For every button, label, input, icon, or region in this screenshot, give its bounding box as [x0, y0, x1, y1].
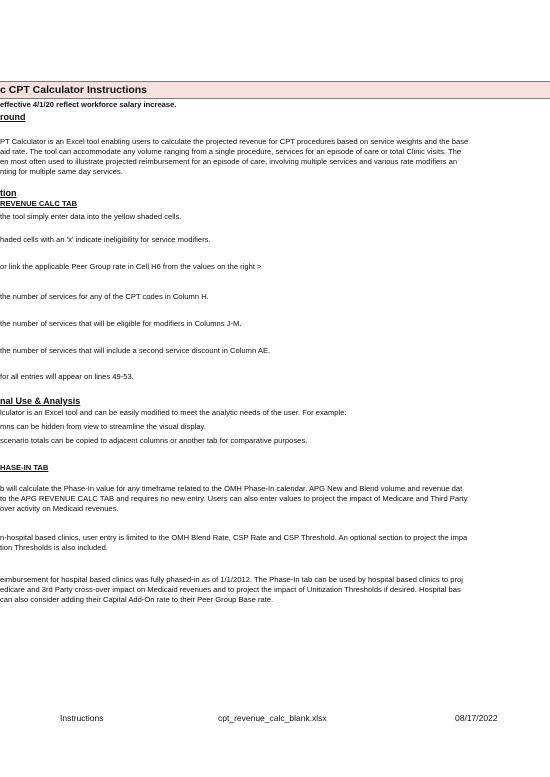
background-heading: round [0, 112, 26, 122]
background-line: nting for multiple same day services. [0, 167, 123, 176]
operation-line: the number of services that will include a second service discount in Column AE. [0, 346, 271, 355]
footer-file-name: cpt_revenue_calc_blank.xlsx [218, 713, 327, 723]
phase-in-line: over activity on Medicaid revenues. [0, 504, 119, 513]
subtitle: effective 4/1/20 reflect workforce salary increase. [0, 100, 177, 109]
background-line: aid rate. The tool can accommodate any volume ranging from a single procedure, services for an episode of care or total Clinic visits. The [0, 147, 462, 156]
optional-use-line: lculator is an Excel tool and can be easily modified to meet the analytic needs of the user. For example: [0, 408, 347, 417]
phase-in-line: edicare and 3rd Party cross-over impact on Medicaid revenues and to project the impact of Unitization Thresholds if desired. Hospital bas [0, 585, 461, 594]
document-title: c CPT Calculator Instructions [0, 84, 148, 96]
footer-date: 08/17/2022 [455, 713, 498, 723]
operation-heading: tion [0, 188, 17, 198]
operation-line: or link the applicable Peer Group rate in Cell H6 from the values on the right > [0, 262, 262, 271]
optional-use-line: scenario totals can be copied to adjacent columns or another tab for comparative purposes. [0, 436, 308, 445]
revenue-calc-tab-heading: REVENUE CALC TAB [0, 199, 78, 208]
phase-in-line: can also consider adding their Capital Add-On rate to their Peer Group Base rate. [0, 595, 274, 604]
background-line: PT Calculator is an Excel tool enabling users to calculate the projected revenue for CPT procedures based on service weights and the base [0, 137, 469, 146]
phase-in-line: b will calculate the Phase-In value for any timeframe related to the OMH Phase-In calendar. APG New and Blend volume and revenue dat [0, 484, 463, 493]
operation-line: the number of services that will be eligible for modifiers in Columns J-M. [0, 319, 242, 328]
phase-in-line: tion Thresholds is also included. [0, 543, 108, 552]
footer-sheet-name: Instructions [60, 713, 104, 723]
operation-line: the tool simply enter data into the yellow shaded cells. [0, 212, 182, 221]
optional-use-heading: nal Use & Analysis [0, 396, 81, 406]
operation-line: the number of services for any of the CPT codes in Column H. [0, 292, 209, 301]
phase-in-tab-heading: HASE-IN TAB [0, 463, 49, 472]
phase-in-line: to the APG REVENUE CALC TAB and requires no new entry. Users can also enter values to project the impact of Medicare and Third Party [0, 494, 468, 503]
title-band [0, 81, 550, 99]
optional-use-line: mns can be hidden from view to streamline the visual display. [0, 422, 206, 431]
background-line: en most often used to illustrate projected reimbursement for an episode of care, involving multiple services and various rate modifiers an [0, 157, 458, 166]
operation-line: for all entries will appear on lines 49-53. [0, 372, 134, 381]
phase-in-line: n-hospital based clinics, user entry is limited to the OMH Blend Rate, CSP Rate and CSP Threshold. An optional section to project the impa [0, 533, 468, 542]
phase-in-line: eimbursement for hospital based clinics was fully phased-in as of 1/1/2012. The Phase-In tab can be used by hospital based clinics to proj [0, 575, 463, 584]
operation-line: haded cells with an 'x' indicate ineligibility for service modifiers. [0, 235, 211, 244]
